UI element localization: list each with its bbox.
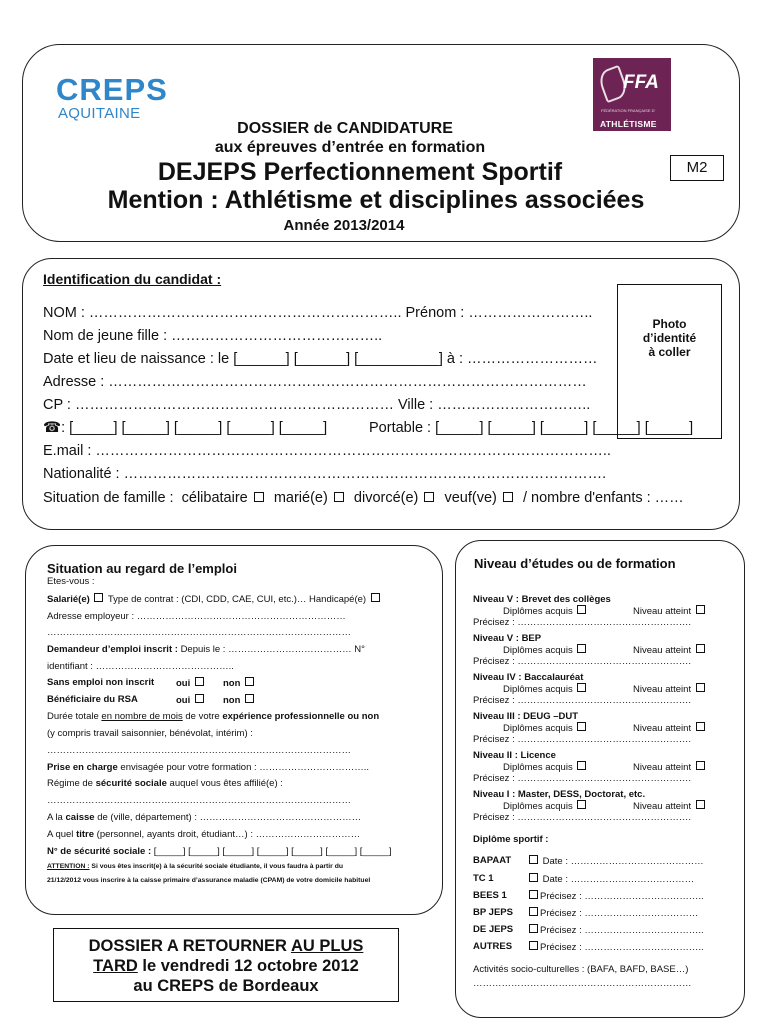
titre-text-b: titre (76, 829, 95, 840)
acquis-3 (503, 722, 588, 734)
creps-logo-subtext: AQUITAINE (58, 105, 141, 122)
atteint-2 (633, 761, 707, 773)
atteint-5a (633, 605, 707, 617)
rsa-non (223, 694, 256, 706)
regime-label (47, 778, 283, 789)
sportif-bees1-label: Précisez : ……………………………….. (540, 891, 704, 902)
sportif-bapaat: BAPAAT (473, 855, 512, 866)
rsa-label: Bénéficiaire du RSA (47, 694, 138, 705)
sportif-autres: AUTRES (473, 941, 513, 952)
atteint-label: Niveau atteint (633, 645, 692, 656)
rsa-oui (176, 694, 206, 706)
caisse-text-c: de (ville, département) : …………………………………………… (94, 812, 362, 823)
sportif-bees1: BEES 1 (473, 890, 507, 901)
retour-line-2 (53, 957, 399, 976)
checkbox-acquis-5a[interactable] (577, 605, 586, 614)
niveau-3: Niveau III : DEUG –DUT (473, 711, 579, 722)
precisez-5a[interactable]: Précisez : ………………………………………………. (473, 617, 691, 628)
socio-culturelles-label: Activités socio-culturelles : (BAFA, BAFD, BASE…) (473, 964, 689, 975)
atteint-label: Niveau atteint (633, 684, 692, 695)
checkbox-atteint-4[interactable] (696, 683, 705, 692)
sportif-bees1-field[interactable] (527, 890, 704, 902)
etudes-title: Niveau d’études ou de formation (474, 556, 676, 571)
attention-line-2: 21/12/2012 vous inscrire à la caisse primaire d’assurance maladie (CPAM) de votre domicile habituel (47, 877, 371, 884)
option-divorce: divorcé(e) (353, 490, 419, 506)
checkbox-atteint-2[interactable] (696, 761, 705, 770)
ffa-logo-text: FFA (623, 72, 659, 93)
checkbox-tc1[interactable] (529, 873, 538, 882)
email-field[interactable]: E.mail : …………………………………………………………………………………………….. (43, 443, 611, 459)
secu-boxes: [_____] [_____] [_____] [_____] [_____] [_____] [_____] (153, 846, 392, 857)
adresse-field[interactable]: Adresse : ……………………………………………………………………………………… (43, 374, 587, 390)
titre-field[interactable] (47, 829, 360, 840)
etes-vous: Etes-vous : (47, 576, 95, 587)
dots-line-3[interactable]: …………………………………………………………………………………… (47, 795, 351, 806)
option-marie: marié(e) (273, 490, 328, 506)
acquis-label: Diplômes acquis (503, 801, 573, 812)
sportif-bpjeps-label: Précisez : ……………………………… (540, 908, 699, 919)
duree-label (47, 711, 379, 722)
demandeur-label: Demandeur d’emploi inscrit : (47, 644, 178, 655)
identification-title: Identification du candidat : (43, 271, 222, 287)
doc-title: DOSSIER de CANDIDATURE (237, 120, 453, 137)
precisez-5b[interactable]: Précisez : ………………………………………………. (473, 656, 691, 667)
dots-line-2[interactable]: …………………………………………………………………………………… (47, 745, 351, 756)
salarie-row (47, 593, 382, 605)
photo-label-2: d’identité (642, 331, 697, 345)
nationalite-field[interactable]: Nationalité : ………………………………………………………………………………………. (43, 466, 607, 482)
checkbox-dejeps[interactable] (529, 924, 538, 933)
checkbox-atteint-3[interactable] (696, 722, 705, 731)
secu-label: N° de sécurité sociale : (47, 846, 152, 857)
niveau-5-college: Niveau V : Brevet des collèges (473, 594, 611, 605)
telephone-field[interactable] (43, 420, 327, 436)
checkbox-atteint-5a[interactable] (696, 605, 705, 614)
photo-box (617, 284, 722, 439)
niveau-1: Niveau I : Master, DESS, Doctorat, etc. (473, 789, 646, 800)
duree-text-a: Durée totale (47, 711, 102, 722)
acquis-5b (503, 644, 588, 656)
sportif-bpjeps-field[interactable] (527, 907, 698, 919)
attention-text-1: Si vous êtes inscrit(e) à la sécurité sociale étudiante, il vous faudra à partir du (89, 863, 344, 870)
retour-line-3: au CREPS de Bordeaux (133, 977, 319, 995)
sportif-dejeps-label: Précisez : ……………………………….. (540, 925, 704, 936)
prise-rest: envisagée pour votre formation : …………………………….. (117, 762, 370, 773)
ffa-logo-small: FÉDÉRATION FRANÇAISE D' (601, 108, 656, 113)
creps-logo-text: CREPS (56, 72, 168, 107)
sans-emploi-non (223, 677, 256, 689)
oui-label: oui (176, 678, 191, 689)
retour-text-2a: TARD (93, 957, 138, 975)
precisez-2[interactable]: Précisez : ………………………………………………. (473, 773, 691, 784)
checkbox-acquis-4[interactable] (577, 683, 586, 692)
sportif-bapaat-label: Date : …………………………………… (542, 856, 704, 867)
regime-text-c: auquel vous êtes affilié(e) : (166, 778, 283, 789)
naissance-field[interactable]: Date et lieu de naissance : le [______] [______] [__________] à : ……………………… (43, 351, 598, 367)
sportif-autres-label: Précisez : ……………………………….. (540, 942, 704, 953)
niveau-4: Niveau IV : Baccalauréat (473, 672, 584, 683)
sans-emploi-oui (176, 677, 206, 689)
non-label: non (223, 678, 241, 689)
duree-text-d: expérience professionnelle ou non (222, 711, 380, 722)
mention-title: Mention : Athlétisme et disciplines associées (107, 186, 645, 214)
precisez-1[interactable]: Précisez : ………………………………………………. (473, 812, 691, 823)
checkbox-celibataire[interactable] (254, 492, 264, 502)
atteint-label: Niveau atteint (633, 801, 692, 812)
atteint-4 (633, 683, 707, 695)
titre-text-a: A quel (47, 829, 77, 840)
atteint-5b (633, 644, 707, 656)
checkbox-sans-emploi-non[interactable] (245, 677, 254, 686)
demandeur-row[interactable] (47, 644, 365, 655)
form-code: M2 (670, 155, 724, 181)
checkbox-rsa-non[interactable] (245, 694, 254, 703)
retour-text-1a: DOSSIER A RETOURNER (88, 937, 291, 955)
diplome-sportif-title: Diplôme sportif : (473, 834, 549, 845)
sportif-bpjeps: BP JEPS (473, 907, 513, 918)
ffa-logo-subtext: ATHLÉTISME (600, 119, 657, 129)
emploi-title: Situation au regard de l’emploi (47, 561, 237, 576)
sportif-dejeps: DE JEPS (473, 924, 514, 935)
sportif-bapaat-field[interactable] (527, 855, 704, 867)
photo-label-1: Photo (652, 317, 687, 331)
titre-text-c: (personnel, ayants droit, étudiant…) : …………………………… (94, 829, 361, 840)
sportif-autres-field[interactable] (527, 941, 704, 953)
telephone-boxes: : [_____] [_____] [_____] [_____] [_____] (61, 420, 328, 436)
checkbox-rsa-oui[interactable] (195, 694, 204, 703)
checkbox-acquis-2[interactable] (577, 761, 586, 770)
option-celibataire: célibataire (181, 490, 248, 506)
precisez-4[interactable]: Précisez : ………………………………………………. (473, 695, 691, 706)
checkbox-bees1[interactable] (529, 890, 538, 899)
checkbox-acquis-1[interactable] (577, 800, 586, 809)
checkbox-marie[interactable] (334, 492, 344, 502)
acquis-label: Diplômes acquis (503, 723, 573, 734)
retour-line-1 (53, 937, 399, 956)
sportif-dejeps-field[interactable] (527, 924, 704, 936)
checkbox-handicape[interactable] (371, 593, 380, 602)
acquis-label: Diplômes acquis (503, 762, 573, 773)
checkbox-divorce[interactable] (424, 492, 434, 502)
duree-text-c: de votre (182, 711, 223, 722)
checkbox-autres[interactable] (529, 941, 538, 950)
acquis-label: Diplômes acquis (503, 684, 573, 695)
checkbox-bpjeps[interactable] (529, 907, 538, 916)
enfants-field[interactable]: / nombre d'enfants : …… (522, 490, 684, 506)
checkbox-acquis-3[interactable] (577, 722, 586, 731)
retour-text-1b: AU PLUS (290, 937, 364, 955)
regime-text-a: Régime de (47, 778, 96, 789)
oui-label: oui (176, 695, 191, 706)
checkbox-salarie[interactable] (94, 593, 103, 602)
phone-icon: ☎ (43, 420, 62, 436)
cp-ville-field[interactable]: CP : ………………………………………………………… Ville : ………………………….. (43, 397, 591, 413)
nom-field[interactable]: NOM : ……………………………………………………….. Prénom : …………………….. (43, 305, 593, 321)
secu-field[interactable] (47, 846, 391, 857)
caisse-field[interactable] (47, 812, 361, 823)
precisez-3[interactable]: Précisez : ………………………………………………. (473, 734, 691, 745)
salarie-label: Salarié(e) (47, 594, 90, 605)
sportif-tc1-label: Date : ………………………………… (542, 874, 695, 885)
duree-text-b: en nombre de mois (101, 711, 183, 722)
famille-row (43, 490, 684, 506)
acquis-5a (503, 605, 588, 617)
dots-line-1[interactable]: …………………………………………………………………………………… (47, 627, 351, 638)
year-label: Année 2013/2014 (283, 217, 405, 234)
checkbox-veuf[interactable] (503, 492, 513, 502)
demandeur-depuis: Depuis le : ………………………………… N° (180, 644, 365, 655)
doc-subtitle: aux épreuves d’entrée en formation (214, 139, 486, 156)
sportif-tc1-field[interactable] (527, 873, 694, 885)
prise-label: Prise en charge (47, 762, 118, 773)
attention-line-1 (47, 863, 343, 870)
checkbox-atteint-5b[interactable] (696, 644, 705, 653)
atteint-label: Niveau atteint (633, 723, 692, 734)
socio-culturelles-field[interactable]: …………………………………………………………… (473, 978, 692, 989)
portable-field[interactable]: Portable : [_____] [_____] [_____] [_____] [_____] (369, 420, 694, 436)
creps-logo (56, 74, 168, 122)
adresse-employeur-field[interactable]: Adresse employeur : ………………………………………………………… (47, 611, 346, 622)
acquis-1 (503, 800, 588, 812)
atteint-label: Niveau atteint (633, 606, 692, 617)
checkbox-bapaat[interactable] (529, 855, 538, 864)
caisse-text-b: caisse (65, 812, 95, 823)
formation-title: DEJEPS Perfectionnement Sportif (157, 158, 563, 186)
identifiant-field[interactable]: identifiant : …………………………………….. (47, 661, 234, 672)
prise-en-charge-field[interactable] (47, 762, 369, 773)
attention-label: ATTENTION : (47, 863, 90, 870)
non-label: non (223, 695, 241, 706)
checkbox-acquis-5b[interactable] (577, 644, 586, 653)
acquis-4 (503, 683, 588, 695)
acquis-2 (503, 761, 588, 773)
duree-sub: (y compris travail saisonnier, bénévolat, intérim) : (47, 728, 253, 739)
niveau-2: Niveau II : Licence (473, 750, 556, 761)
regime-text-b: sécurité sociale (95, 778, 167, 789)
atteint-1 (633, 800, 707, 812)
checkbox-atteint-1[interactable] (696, 800, 705, 809)
salarie-type: Type de contrat : (CDI, CDD, CAE, CUI, etc.)… Handicapé(e) (107, 594, 367, 605)
caisse-text-a: A la (47, 812, 66, 823)
acquis-label: Diplômes acquis (503, 606, 573, 617)
checkbox-sans-emploi-oui[interactable] (195, 677, 204, 686)
sportif-tc1: TC 1 (473, 873, 494, 884)
retour-text-2b: le vendredi 12 octobre 2012 (137, 957, 359, 975)
niveau-5-bep: Niveau V : BEP (473, 633, 542, 644)
photo-label-3: à coller (648, 345, 691, 359)
famille-label: Situation de famille : (43, 490, 174, 506)
jeune-fille-field[interactable]: Nom de jeune fille : …………………………………….. (43, 328, 383, 344)
option-veuf: veuf(ve) (444, 490, 497, 506)
atteint-label: Niveau atteint (633, 762, 692, 773)
acquis-label: Diplômes acquis (503, 645, 573, 656)
sans-emploi-label: Sans emploi non inscrit (47, 677, 155, 688)
atteint-3 (633, 722, 707, 734)
